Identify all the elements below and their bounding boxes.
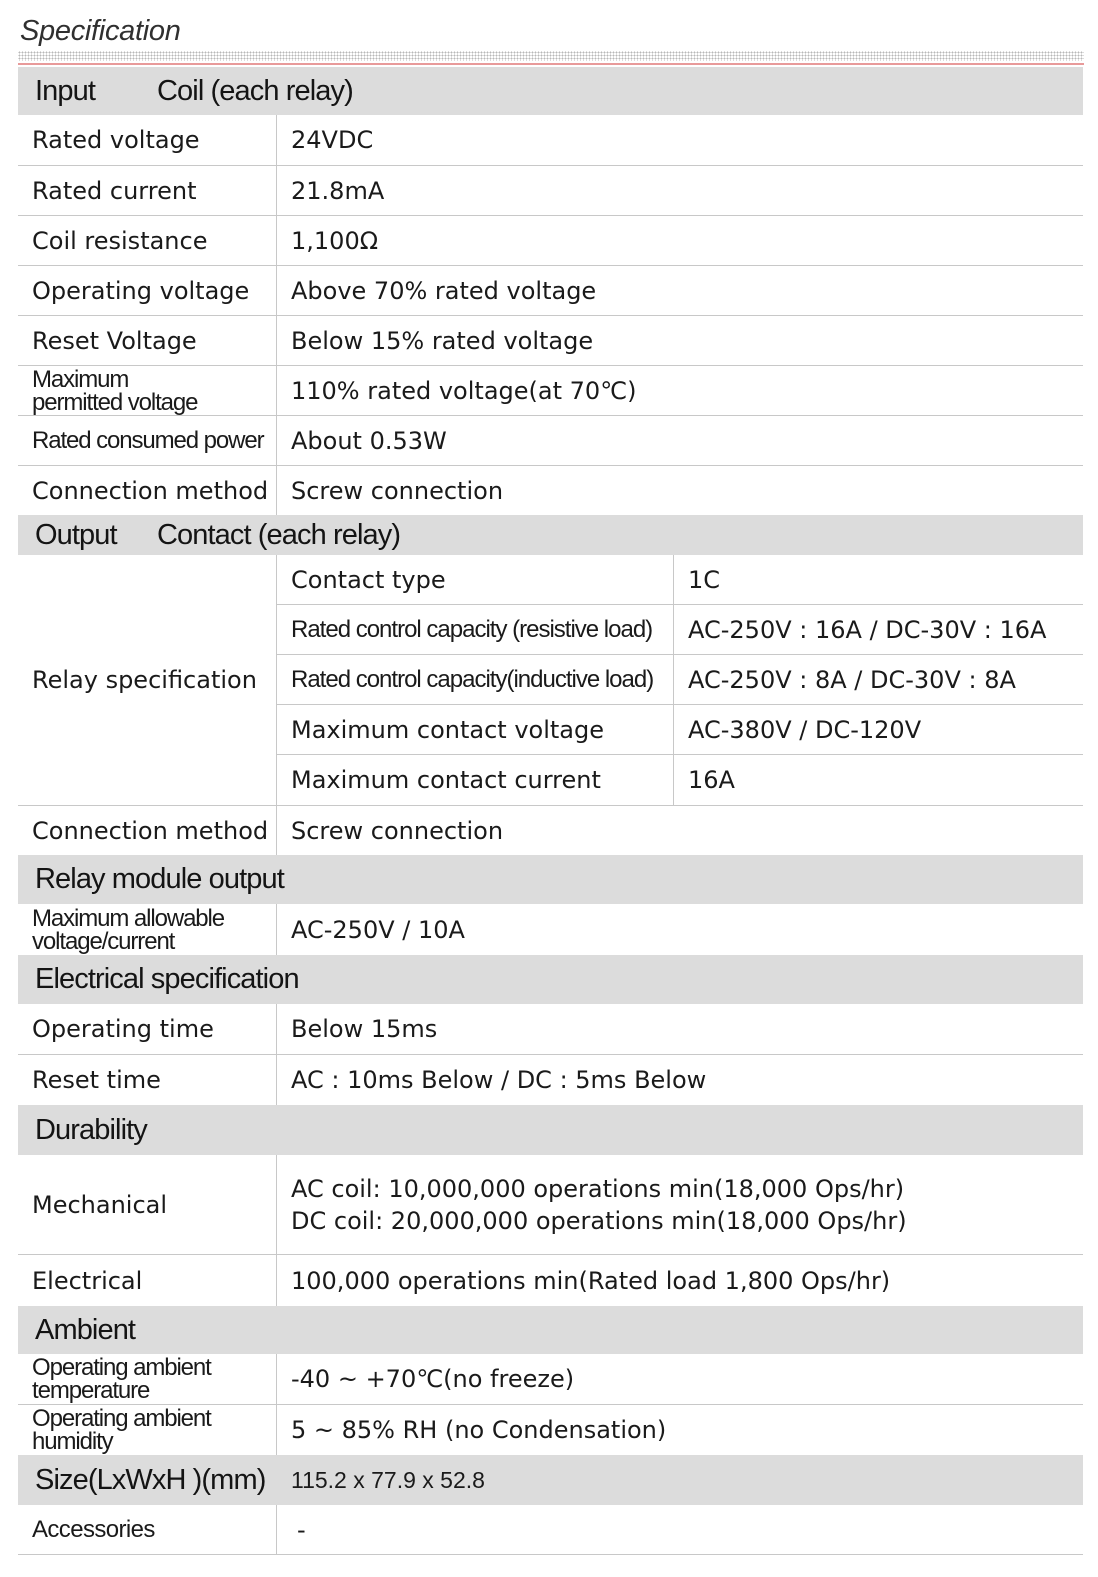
- relay-spec-row: [277, 755, 1083, 805]
- spec-row-accessories: [18, 1505, 1083, 1555]
- section-title: Electrical specification: [35, 963, 299, 995]
- spec-value: 1,100Ω: [291, 226, 379, 255]
- relay-spec-row: [277, 555, 1083, 605]
- spec-label-line: humidity: [32, 1428, 113, 1455]
- relay-spec-key: Rated control capacity (resistive load): [277, 605, 674, 654]
- spec-label-line: Operating ambient: [32, 1405, 211, 1432]
- spec-row-rated-consumed-power: [18, 416, 1083, 466]
- relay-spec-row: [277, 605, 1083, 655]
- relay-spec-value: 16A: [688, 766, 735, 794]
- spec-label: Operating voltage: [18, 266, 277, 315]
- spec-value: About 0.53W: [291, 426, 447, 455]
- spec-row-ambient-humidity: [18, 1405, 1083, 1455]
- spec-value: Below 15ms: [291, 1015, 438, 1043]
- spec-value: Screw connection: [291, 816, 504, 845]
- spec-label: Mechanical: [18, 1155, 277, 1254]
- spec-label: Connection method: [18, 806, 277, 855]
- section-title: Output: [35, 518, 117, 551]
- section-header-input: [18, 67, 1083, 115]
- spec-label: Rated consumed power: [18, 416, 277, 465]
- spec-label-line: Maximum: [32, 365, 129, 393]
- relay-spec-key: Rated control capacity(inductive load): [277, 655, 674, 704]
- section-title: Size(LxWxH )(mm): [35, 1463, 266, 1496]
- spec-value: AC : 10ms Below / DC : 5ms Below: [291, 1066, 707, 1094]
- spec-label: [18, 904, 277, 955]
- section-header-relay-module-output: [18, 855, 1083, 904]
- spec-label-line: permitted voltage: [32, 388, 198, 416]
- relay-spec-value: 1C: [688, 565, 721, 594]
- spec-label: Accessories: [18, 1505, 277, 1554]
- spec-row-connection-method-input: [18, 466, 1083, 515]
- spec-label: [18, 366, 277, 415]
- section-header-output: [18, 515, 1083, 555]
- size-value: 115.2 x 77.9 x 52.8: [291, 1466, 485, 1493]
- spec-label: Operating time: [18, 1004, 277, 1054]
- section-subtitle: Contact (each relay): [157, 518, 401, 551]
- spec-label-line: Maximum allowable: [32, 904, 225, 932]
- spec-row-max-permitted-voltage: [18, 366, 1083, 416]
- spec-row-ambient-temperature: [18, 1354, 1083, 1405]
- relay-spec-value: AC-380V / DC-120V: [688, 715, 922, 744]
- title-red-rule: [18, 63, 1084, 65]
- spec-value-line: AC coil: 10,000,000 operations min(18,000 Ops/hr): [291, 1174, 905, 1203]
- spec-value: Below 15% rated voltage: [291, 326, 594, 355]
- spec-row-connection-method-output: [18, 806, 1083, 855]
- spec-value: -: [297, 1515, 306, 1544]
- title-dotted-rule: [18, 51, 1084, 61]
- spec-value: 5 ~ 85% RH (no Condensation): [291, 1416, 667, 1444]
- spec-value: AC-250V / 10A: [291, 915, 465, 944]
- relay-specification-group: [18, 555, 1083, 806]
- spec-label: Rated voltage: [18, 115, 277, 165]
- spec-value: 21.8mA: [291, 176, 385, 205]
- spec-row-operating-voltage: [18, 266, 1083, 316]
- spec-value-line: DC coil: 20,000,000 operations min(18,000 Ops/hr): [291, 1206, 907, 1235]
- relay-spec-value: AC-250V : 16A / DC-30V : 16A: [688, 615, 1047, 644]
- spec-label-line: Operating ambient: [32, 1354, 211, 1381]
- spec-label: Connection method: [18, 466, 277, 515]
- section-subtitle: Coil (each relay): [157, 74, 353, 107]
- spec-row-rated-voltage: [18, 115, 1083, 166]
- relay-spec-key: Maximum contact voltage: [277, 705, 674, 754]
- spec-row-mechanical: [18, 1155, 1083, 1255]
- section-title: Relay module output: [35, 863, 284, 895]
- spec-label: Relay specification: [18, 555, 277, 805]
- section-title: Ambient: [35, 1313, 136, 1346]
- relay-spec-key: Maximum contact current: [277, 755, 674, 805]
- spec-label-line: temperature: [32, 1377, 150, 1404]
- spec-value: Above 70% rated voltage: [291, 276, 597, 305]
- section-title: Input: [35, 74, 95, 107]
- spec-row-max-allowable: [18, 904, 1083, 955]
- spec-value: 24VDC: [291, 126, 374, 154]
- spec-row-electrical-durability: [18, 1255, 1083, 1306]
- spec-value: -40 ~ +70℃(no freeze): [291, 1365, 575, 1393]
- relay-spec-key: Contact type: [277, 555, 674, 604]
- spec-label: Reset Voltage: [18, 316, 277, 365]
- section-header-durability: [18, 1105, 1083, 1155]
- section-title: Durability: [35, 1113, 147, 1146]
- spec-label: Rated current: [18, 166, 277, 215]
- spec-row-operating-time: [18, 1004, 1083, 1055]
- relay-spec-row: [277, 655, 1083, 705]
- spec-row-coil-resistance: [18, 216, 1083, 266]
- spec-label: Electrical: [18, 1255, 277, 1306]
- spec-value: Screw connection: [291, 476, 504, 505]
- spec-label-line: voltage/current: [32, 927, 175, 955]
- spec-row-rated-current: [18, 166, 1083, 216]
- spec-label: [18, 1405, 277, 1455]
- spec-row-reset-time: [18, 1055, 1083, 1105]
- relay-spec-row: [277, 705, 1083, 755]
- spec-label: [18, 1354, 277, 1404]
- spec-row-reset-voltage: [18, 316, 1083, 366]
- section-header-electrical: [18, 955, 1083, 1004]
- section-header-size: [18, 1455, 1083, 1505]
- section-header-ambient: [18, 1306, 1083, 1354]
- spec-label: Coil resistance: [18, 216, 277, 265]
- relay-spec-value: AC-250V : 8A / DC-30V : 8A: [688, 665, 1016, 694]
- spec-value: [277, 1155, 1083, 1254]
- spec-value: 100,000 operations min(Rated load 1,800 Ops/hr): [291, 1266, 891, 1295]
- spec-value: 110% rated voltage(at 70℃): [291, 376, 637, 405]
- page-title: Specification: [20, 15, 181, 47]
- spec-label: Reset time: [18, 1055, 277, 1105]
